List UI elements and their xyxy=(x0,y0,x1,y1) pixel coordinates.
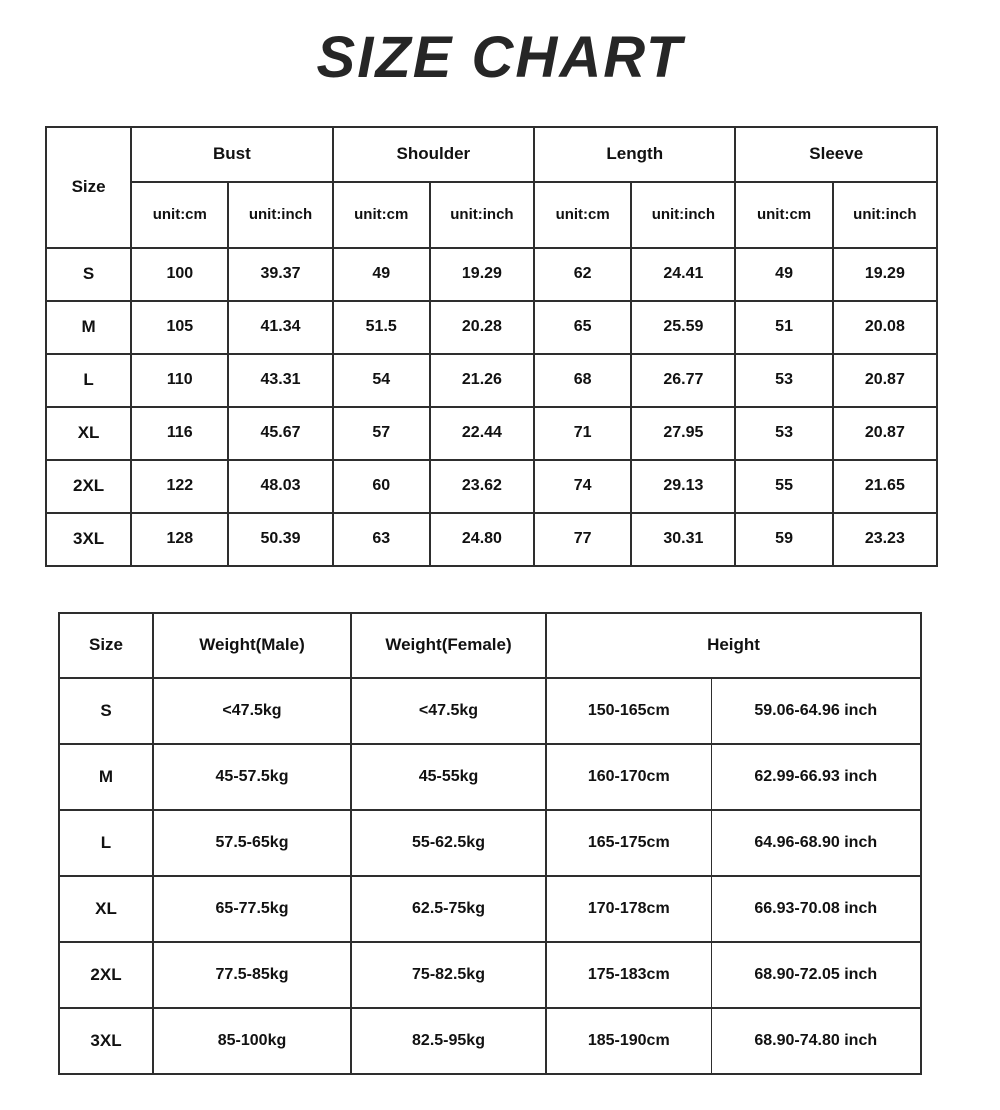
length-cm-value: 77 xyxy=(534,513,631,566)
shoulder-cm-value: 49 xyxy=(333,248,430,301)
sleeve-inch-value: 20.87 xyxy=(833,407,937,460)
weight-male-value: 57.5-65kg xyxy=(153,810,351,876)
table-row xyxy=(59,678,921,744)
height-cm-value: 175-183cm xyxy=(546,942,711,1008)
length-inch-value: 29.13 xyxy=(631,460,735,513)
height-cm-value: 160-170cm xyxy=(546,744,711,810)
bust-cm-value: 110 xyxy=(131,354,228,407)
weight-male-value: 85-100kg xyxy=(153,1008,351,1074)
length-inch-value: 27.95 xyxy=(631,407,735,460)
table-row xyxy=(46,460,937,513)
bust-inch-value: 43.31 xyxy=(228,354,332,407)
unit-header-sleeve-cm: unit:cm xyxy=(735,182,832,248)
sleeve-inch-value: 20.08 xyxy=(833,301,937,354)
table-row xyxy=(46,301,937,354)
height-inch-value: 59.06-64.96 inch xyxy=(711,678,921,744)
column-header-weight-female: Weight(Female) xyxy=(351,613,546,678)
size-label: 2XL xyxy=(46,460,131,513)
table-row xyxy=(59,876,921,942)
size-label: 3XL xyxy=(46,513,131,566)
sleeve-cm-value: 51 xyxy=(735,301,832,354)
weight-female-value: <47.5kg xyxy=(351,678,546,744)
sleeve-cm-value: 49 xyxy=(735,248,832,301)
column-header-sleeve: Sleeve xyxy=(735,127,937,182)
body-reference-table xyxy=(58,612,922,1075)
unit-header-length-inch: unit:inch xyxy=(631,182,735,248)
weight-male-value: 77.5-85kg xyxy=(153,942,351,1008)
height-cm-value: 150-165cm xyxy=(546,678,711,744)
size-label: 2XL xyxy=(59,942,153,1008)
table-row xyxy=(46,354,937,407)
unit-header-sleeve-inch: unit:inch xyxy=(833,182,937,248)
height-cm-value: 165-175cm xyxy=(546,810,711,876)
weight-female-value: 75-82.5kg xyxy=(351,942,546,1008)
weight-male-value: 45-57.5kg xyxy=(153,744,351,810)
bust-cm-value: 100 xyxy=(131,248,228,301)
shoulder-inch-value: 22.44 xyxy=(430,407,534,460)
bust-inch-value: 50.39 xyxy=(228,513,332,566)
bust-inch-value: 41.34 xyxy=(228,301,332,354)
size-label: XL xyxy=(59,876,153,942)
table-row xyxy=(46,513,937,566)
column-header-shoulder: Shoulder xyxy=(333,127,534,182)
bust-inch-value: 39.37 xyxy=(228,248,332,301)
table-row xyxy=(59,810,921,876)
weight-female-value: 62.5-75kg xyxy=(351,876,546,942)
bust-inch-value: 45.67 xyxy=(228,407,332,460)
sleeve-inch-value: 19.29 xyxy=(833,248,937,301)
size-label: S xyxy=(59,678,153,744)
length-inch-value: 25.59 xyxy=(631,301,735,354)
bust-cm-value: 128 xyxy=(131,513,228,566)
length-cm-value: 65 xyxy=(534,301,631,354)
height-cm-value: 185-190cm xyxy=(546,1008,711,1074)
sleeve-inch-value: 23.23 xyxy=(833,513,937,566)
column-header-bust: Bust xyxy=(131,127,332,182)
sleeve-cm-value: 59 xyxy=(735,513,832,566)
column-header-weight-male: Weight(Male) xyxy=(153,613,351,678)
shoulder-inch-value: 23.62 xyxy=(430,460,534,513)
shoulder-cm-value: 60 xyxy=(333,460,430,513)
sleeve-inch-value: 21.65 xyxy=(833,460,937,513)
height-inch-value: 66.93-70.08 inch xyxy=(711,876,921,942)
header-row xyxy=(59,613,921,678)
length-cm-value: 62 xyxy=(534,248,631,301)
column-header-length: Length xyxy=(534,127,735,182)
shoulder-cm-value: 63 xyxy=(333,513,430,566)
bust-cm-value: 105 xyxy=(131,301,228,354)
size-label: 3XL xyxy=(59,1008,153,1074)
table-row xyxy=(46,248,937,301)
sleeve-cm-value: 55 xyxy=(735,460,832,513)
table-row xyxy=(59,942,921,1008)
height-inch-value: 68.90-72.05 inch xyxy=(711,942,921,1008)
unit-header-row xyxy=(46,182,937,248)
shoulder-inch-value: 19.29 xyxy=(430,248,534,301)
unit-header-shoulder-inch: unit:inch xyxy=(430,182,534,248)
sleeve-cm-value: 53 xyxy=(735,354,832,407)
page-title: SIZE CHART xyxy=(316,25,684,90)
column-header-size: Size xyxy=(46,127,131,248)
weight-male-value: 65-77.5kg xyxy=(153,876,351,942)
size-label: XL xyxy=(46,407,131,460)
column-header-size: Size xyxy=(59,613,153,678)
height-inch-value: 64.96-68.90 inch xyxy=(711,810,921,876)
bust-inch-value: 48.03 xyxy=(228,460,332,513)
weight-female-value: 82.5-95kg xyxy=(351,1008,546,1074)
shoulder-cm-value: 51.5 xyxy=(333,301,430,354)
size-label: M xyxy=(59,744,153,810)
length-inch-value: 26.77 xyxy=(631,354,735,407)
size-label: L xyxy=(59,810,153,876)
size-label: M xyxy=(46,301,131,354)
weight-male-value: <47.5kg xyxy=(153,678,351,744)
length-inch-value: 30.31 xyxy=(631,513,735,566)
length-inch-value: 24.41 xyxy=(631,248,735,301)
group-header-row xyxy=(46,127,937,182)
size-label: S xyxy=(46,248,131,301)
sleeve-inch-value: 20.87 xyxy=(833,354,937,407)
shoulder-cm-value: 57 xyxy=(333,407,430,460)
unit-header-bust-inch: unit:inch xyxy=(228,182,332,248)
unit-header-shoulder-cm: unit:cm xyxy=(333,182,430,248)
shoulder-inch-value: 21.26 xyxy=(430,354,534,407)
garment-measurements-table xyxy=(45,126,938,567)
height-cm-value: 170-178cm xyxy=(546,876,711,942)
weight-female-value: 55-62.5kg xyxy=(351,810,546,876)
length-cm-value: 71 xyxy=(534,407,631,460)
sleeve-cm-value: 53 xyxy=(735,407,832,460)
bust-cm-value: 122 xyxy=(131,460,228,513)
length-cm-value: 68 xyxy=(534,354,631,407)
unit-header-length-cm: unit:cm xyxy=(534,182,631,248)
length-cm-value: 74 xyxy=(534,460,631,513)
table-row xyxy=(46,407,937,460)
size-label: L xyxy=(46,354,131,407)
shoulder-inch-value: 24.80 xyxy=(430,513,534,566)
shoulder-inch-value: 20.28 xyxy=(430,301,534,354)
height-inch-value: 68.90-74.80 inch xyxy=(711,1008,921,1074)
weight-female-value: 45-55kg xyxy=(351,744,546,810)
bust-cm-value: 116 xyxy=(131,407,228,460)
table-row xyxy=(59,1008,921,1074)
height-inch-value: 62.99-66.93 inch xyxy=(711,744,921,810)
unit-header-bust-cm: unit:cm xyxy=(131,182,228,248)
shoulder-cm-value: 54 xyxy=(333,354,430,407)
table-row xyxy=(59,744,921,810)
column-header-height: Height xyxy=(546,613,921,678)
